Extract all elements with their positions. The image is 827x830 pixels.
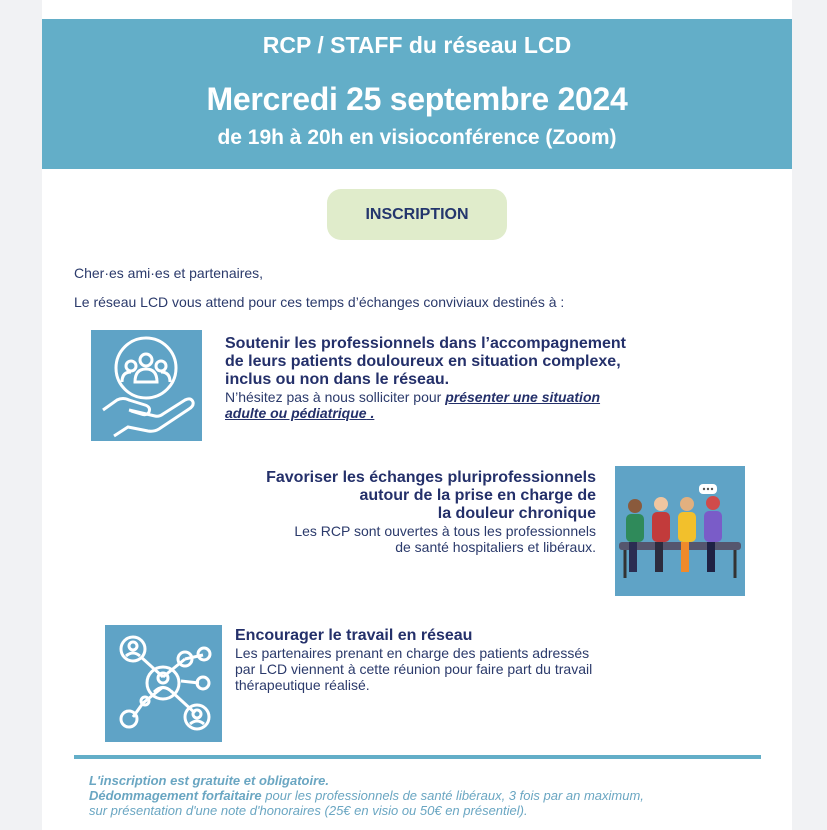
item-support-title-3: inclus ou non dans le réseau. [225, 371, 450, 388]
helping-hand-group-icon [91, 330, 202, 441]
footer-bold: Dédommagement forfaitaire [89, 788, 262, 803]
item-network [235, 627, 735, 693]
email-body [42, 0, 792, 830]
item-exchange-title-1: Favoriser les échanges pluriprofessionnels [266, 469, 596, 486]
inscription-button[interactable]: INSCRIPTION [327, 189, 507, 240]
network-people-icon [105, 625, 222, 742]
footer-note [89, 773, 769, 818]
item-exchange [192, 469, 596, 555]
item-support-text: N’hésitez pas à nous solliciter pour [225, 389, 446, 405]
item-support-title-2: de leurs patients douloureux en situation complexe, [225, 353, 621, 370]
divider [74, 755, 761, 759]
present-case-link-2[interactable]: adulte ou pédiatrique [225, 405, 367, 421]
item-network-title: Encourager le travail en réseau [235, 627, 473, 644]
item-network-text-2: par LCD viennent à cette réunion pour faire part du travail [235, 661, 593, 677]
item-exchange-title-3: la douleur chronique [437, 505, 596, 522]
event-date: Mercredi 25 septembre 2024 [206, 81, 628, 117]
event-time: de 19h à 20h en visioconférence (Zoom) [217, 126, 617, 149]
item-exchange-title-2: autour de la prise en charge de [359, 487, 596, 504]
footer-line-2: pour les professionnels de santé libéraux, 3 fois par an maximum, [261, 788, 644, 803]
event-header [42, 19, 792, 169]
item-network-text-3: thérapeutique réalisé. [235, 677, 370, 693]
event-title: RCP / STAFF du réseau LCD [262, 32, 572, 58]
footer-line-3: sur présentation d'une note d'honoraires (25€ en visio ou 50€ en présentiel). [89, 803, 528, 818]
intro-lead: Le réseau LCD vous attend pour ces temps d’échanges conviviaux destinés à : [74, 294, 565, 310]
item-support [225, 335, 705, 421]
item-exchange-text-1: Les RCP sont ouvertes à tous les professionnels [294, 523, 596, 539]
greeting: Cher·es ami·es et partenaires, [74, 265, 264, 281]
present-case-link[interactable]: présenter une situation [445, 389, 601, 405]
people-meeting-illustration [615, 466, 745, 596]
item-support-title-1: Soutenir les professionnels dans l’accompagnement [225, 335, 626, 352]
present-case-link-end: . [366, 405, 375, 421]
footer-line-1: L'inscription est gratuite et obligatoire. [89, 773, 330, 788]
item-exchange-text-2: de santé hospitaliers et libéraux. [395, 539, 596, 555]
item-network-text-1: Les partenaires prenant en charge des patients adressés [235, 645, 590, 661]
